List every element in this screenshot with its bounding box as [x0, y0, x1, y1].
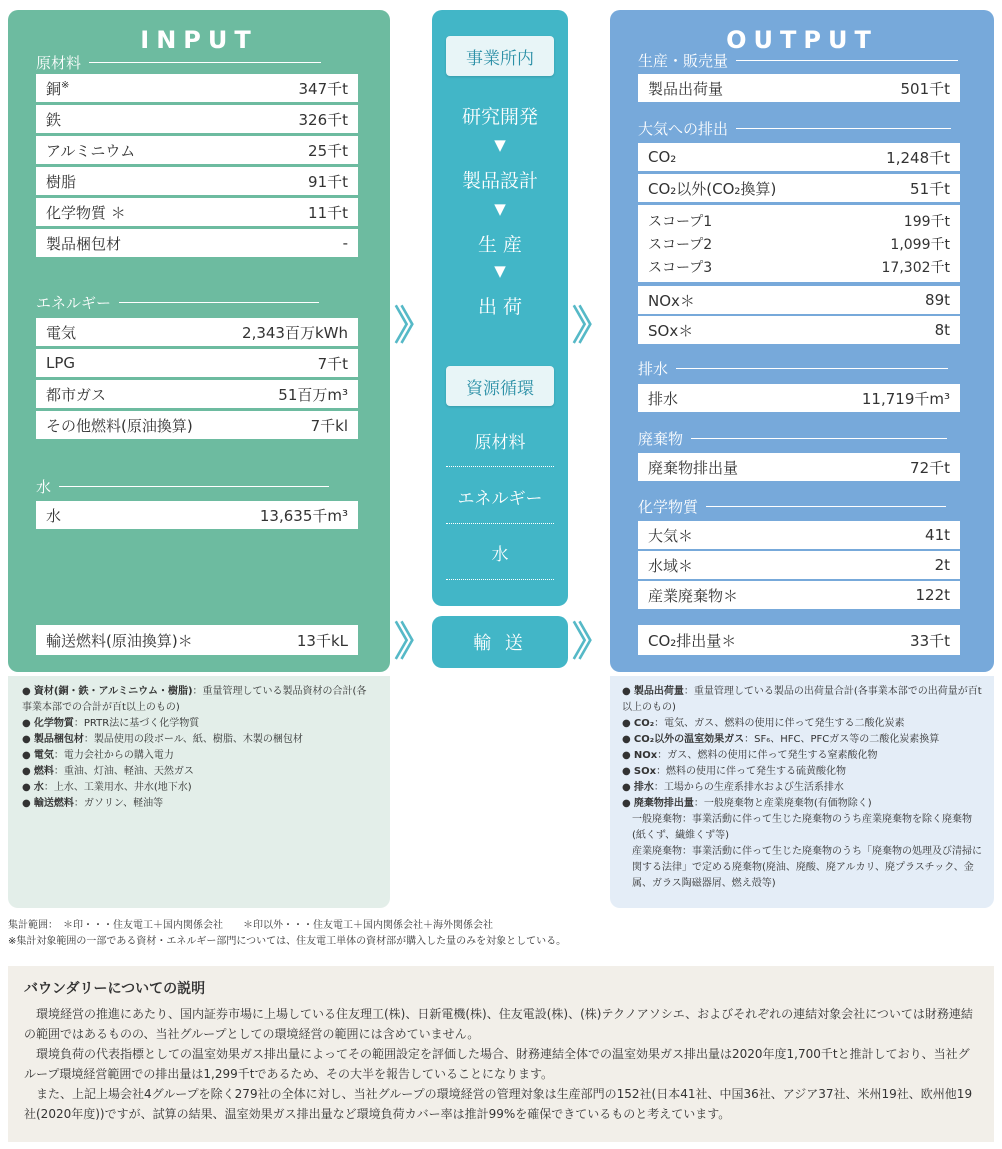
recycle-item: エネルギー: [457, 489, 543, 509]
output-notes: [610, 676, 994, 908]
input-row-lpg: LPG 7千t: [36, 349, 358, 377]
chevron-right-icon: 》: [394, 619, 424, 665]
input-row-electricity: 電気 2,343百万kWh: [36, 318, 358, 346]
input-note: ● 資材(銅・鉄・アルミニウム・樹脂)：重量管理している製品資材の合計(各事業本部での合計が百t以上のもの): [22, 686, 367, 713]
input-row-chemicals: 化学物質 ＊ 11千t: [36, 198, 358, 226]
output-note: 一般廃棄物：事業活動に伴って生じた廃棄物のうち産業廃棄物を除く廃棄物(紙くず、繊維くず等): [632, 814, 972, 841]
output-title: OUTPUT: [726, 26, 878, 54]
output-row-chem-water: 水域＊ 2t: [638, 551, 960, 579]
output-row-non-co2: CO₂以外(CO₂換算) 51千t: [638, 174, 960, 202]
input-row-packaging: 製品梱包材 -: [36, 229, 358, 257]
divider: [446, 523, 554, 524]
output-note: ● 製品出荷量：重量管理している製品の出荷量合計(各事業本部での出荷量が百t以上のもの): [622, 686, 982, 713]
input-note: ● 燃料：重油、灯油、軽油、天然ガス: [22, 766, 194, 777]
input-row-transport-fuel: 輸送燃料(原油換算)＊ 13千kL: [36, 625, 358, 655]
raw-materials-heading: 原材料: [36, 52, 321, 73]
input-note: ● 化学物質：PRTR法に基づく化学物質: [22, 718, 200, 729]
scope-row: スコープ2 1,099千t: [648, 236, 950, 253]
output-scopes: [638, 205, 960, 282]
divider: [446, 466, 554, 467]
down-arrow-icon: ▼: [494, 200, 506, 218]
output-row-co2-emission: CO₂排出量＊ 33千t: [638, 625, 960, 655]
output-row-chem-waste: 産業廃棄物＊ 122t: [638, 581, 960, 609]
step-design: 製品設計: [461, 170, 538, 192]
air-heading: 大気への排出: [638, 118, 951, 139]
input-note: ● 水：上水、工業用水、井水(地下水): [22, 782, 192, 793]
output-row-drainage: 排水 11,719千m³: [638, 384, 960, 412]
input-notes: [8, 676, 390, 908]
output-row-shipments: 製品出荷量 501千t: [638, 74, 960, 102]
recycle-label: 資源循環: [446, 366, 554, 406]
input-note: ● 輸送燃料：ガソリン、軽油等: [22, 798, 164, 809]
process-panel: [432, 10, 568, 606]
scope-note: 集計範囲： ＊印・・・住友電工＋国内関係会社 ＊印以外・・・住友電工＋国内関係会社＋海外関係会社: [8, 920, 493, 931]
scope-row: スコープ3 17,302千t: [648, 259, 950, 276]
input-row-iron: 鉄 326千t: [36, 105, 358, 133]
onsite-label: 事業所内: [446, 36, 554, 76]
production-heading: 生産・販売量: [638, 50, 958, 71]
boundary-box: [8, 966, 994, 1142]
water-heading: 水: [36, 476, 329, 497]
input-note: ● 製品梱包材：製品使用の段ボール、紙、樹脂、木製の梱包材: [22, 734, 303, 745]
output-note: 産業廃棄物：事業活動に伴って生じた廃棄物のうち「廃棄物の処理及び清掃に関する法律」で定める廃棄物(廃油、廃酸、廃アルカリ、廃プラスチック、金属、ガラス陶磁器屑、燃え殻等): [632, 846, 982, 889]
input-title: INPUT: [140, 26, 258, 54]
input-row-city-gas: 都市ガス 51百万m³: [36, 380, 358, 408]
step-shipping: 出 荷: [477, 296, 523, 318]
down-arrow-icon: ▼: [494, 136, 506, 154]
chemicals-heading: 化学物質: [638, 496, 946, 517]
scope-row: スコープ1 199千t: [648, 213, 950, 230]
transport-label: 輸 送: [432, 616, 568, 668]
input-panel: [8, 10, 390, 672]
output-note: ● 排水：工場からの生産系排水および生活系排水: [622, 782, 844, 793]
boundary-paragraph: 環境負荷の代表指標としての温室効果ガス排出量によってその範囲設定を評価した場合、財務連結全体での温室効果ガス排出量は2020年度1,700千tと推計しており、当社グループ環境経営範囲での排出量は1,299千tであるため、その大半を報告していることになります。: [24, 1047, 970, 1081]
output-note: ● SOx：燃料の使用に伴って発生する硫黄酸化物: [622, 766, 847, 777]
input-row-aluminium: アルミニウム 25千t: [36, 136, 358, 164]
output-note: ● NOx：ガス、燃料の使用に伴って発生する窒素酸化物: [622, 750, 878, 761]
energy-heading: エネルギー: [36, 292, 319, 313]
output-panel: [610, 10, 994, 672]
boundary-paragraph: また、上記上場会社4グループを除く279社の全体に対し、当社グループの環境経営の管理対象は生産部門の152社(日本41社、中国36社、アジア37社、米州19社、欧州他19社(2020年度))ですが、試算の結果、温室効果ガス排出量など環境負荷カバー率は推計99%を確保できているものと考えています。: [24, 1087, 973, 1121]
input-row-other-fuel: その他燃料(原油換算) 7千kl: [36, 411, 358, 439]
input-row-copper: 銅※ 347千t: [36, 74, 358, 102]
output-row-waste: 廃棄物排出量 72千t: [638, 453, 960, 481]
scope-notes: [8, 918, 988, 950]
input-row-water: 水 13,635千m³: [36, 501, 358, 529]
output-row-co2: CO₂ 1,248千t: [638, 143, 960, 171]
output-row-nox: NOx＊ 89t: [638, 286, 960, 314]
chevron-right-icon: 》: [572, 619, 602, 665]
chevron-right-icon: 》: [394, 303, 424, 349]
output-note: ● CO₂以外の温室効果ガス：SF₆、HFC、PFCガス等の二酸化炭素換算: [622, 734, 940, 745]
drainage-heading: 排水: [638, 358, 948, 379]
scope-note: ※集計対象範囲の一部である資材・エネルギー部門については、住友電工単体の資材部が購入した量のみを対象としている。: [8, 936, 567, 947]
input-row-resin: 樹脂 91千t: [36, 167, 358, 195]
chevron-right-icon: 》: [572, 303, 602, 349]
divider: [446, 579, 554, 580]
waste-heading: 廃棄物: [638, 428, 947, 449]
boundary-paragraph: 環境経営の推進にあたり、国内証券市場に上場している住友理工(株)、日新電機(株)、住友電設(株)、(株)テクノアソシエ、およびそれぞれの連結対象会社については財務連結の範囲ではあるものの、当社グループとしての環境経営の範囲には含めていません。: [24, 1007, 973, 1041]
step-production: 生 産: [477, 234, 523, 256]
output-row-sox: SOx＊ 8t: [638, 316, 960, 344]
recycle-item: 水: [491, 545, 509, 565]
output-note: ● 廃棄物排出量：一般廃棄物と産業廃棄物(有価物除く): [622, 798, 872, 809]
step-research: 研究開発: [461, 106, 538, 128]
recycle-item: 原材料: [474, 433, 526, 453]
output-row-chem-air: 大気＊ 41t: [638, 521, 960, 549]
boundary-title: バウンダリーについての説明: [24, 981, 206, 997]
input-note: ● 電気：電力会社からの購入電力: [22, 750, 174, 761]
output-note: ● CO₂：電気、ガス、燃料の使用に伴って発生する二酸化炭素: [622, 718, 905, 729]
down-arrow-icon: ▼: [494, 262, 506, 280]
